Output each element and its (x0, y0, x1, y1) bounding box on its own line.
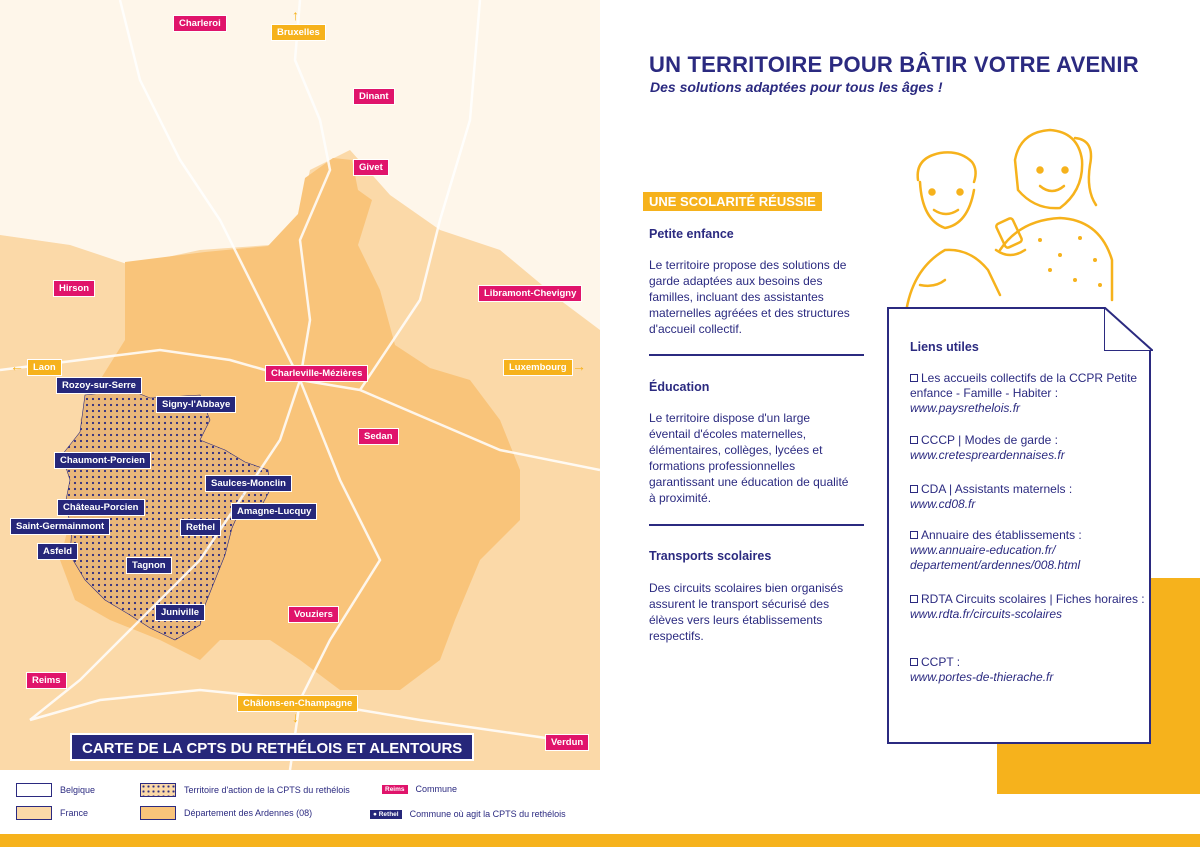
link-url[interactable]: www.annuaire-education.fr/ departement/ardennes/008.html (910, 543, 1081, 572)
legend-tag-navy: ● Rethel (370, 810, 402, 819)
page-title: UN TERRITOIRE POUR BÂTIR VOTRE AVENIR (649, 52, 1139, 77)
legend-label: Territoire d'action de la CPTS du rethélois (184, 785, 350, 795)
legend-label: Belgique (60, 785, 96, 795)
link-label: Annuaire des établissements : (921, 528, 1082, 542)
separator (649, 524, 864, 526)
commune-label: Verdun (545, 734, 589, 751)
direction-label: Laon (27, 359, 62, 376)
link-item (910, 655, 1145, 685)
france-swatch (16, 806, 52, 820)
cpts-commune-label: Saulces-Monclin (205, 475, 292, 492)
link-label: Les accueils collectifs de la CCPR Petite enfance - Famille - Habiter : (910, 371, 1138, 400)
link-item (910, 592, 1145, 622)
link-label: CCPT : (921, 655, 961, 669)
link-url[interactable]: www.rdta.fr/circuits-scolaires (910, 607, 1063, 621)
checkbox-icon (910, 658, 918, 666)
legend-label: Commune où agit la CPTS du rethélois (409, 809, 566, 819)
legend-commune (382, 784, 457, 794)
checkbox-icon (910, 436, 918, 444)
link-url[interactable]: www.cd08.fr (910, 497, 976, 511)
commune-label: Sedan (358, 428, 399, 445)
block-title: Éducation (649, 380, 710, 394)
cpts-commune-label: Asfeld (37, 543, 78, 560)
ardennes-swatch (140, 806, 176, 820)
arrow-up-icon: ↑ (292, 7, 299, 23)
commune-label: Reims (26, 672, 67, 689)
link-url[interactable]: www.cretespreardennaises.fr (910, 448, 1065, 462)
cpts-commune-label: Saint-Germainmont (10, 518, 110, 535)
cpts-commune-label: Château-Porcien (57, 499, 145, 516)
direction-label: Bruxelles (271, 24, 326, 41)
legend-cpts (140, 783, 350, 797)
cpts-commune-label: Rozoy-sur-Serre (56, 377, 142, 394)
commune-label: Givet (353, 159, 389, 176)
link-item (910, 528, 1145, 573)
bottom-band (0, 834, 1200, 847)
link-item (910, 433, 1145, 463)
block-text: Des circuits scolaires bien organisés assurent le transport sécurisé des élèves vers leurs établissements respectifs. (649, 581, 844, 643)
legend-label: Département des Ardennes (08) (184, 808, 313, 818)
cpts-swatch (140, 783, 176, 797)
commune-label: Charleroi (173, 15, 227, 32)
legend-ardennes (140, 806, 312, 820)
block-text: Le territoire dispose d'un large éventail d'écoles maternelles, élémentaires, collèges, lycées et formations professionnelles garantissant une éducation de qualité à proximité. (649, 411, 849, 505)
cpts-commune-label: Rethel (180, 519, 221, 536)
cpts-commune-label: Juniville (155, 604, 205, 621)
map-legend (0, 772, 600, 832)
cpts-commune-label: Amagne-Lucquy (231, 503, 317, 520)
block-title: Transports scolaires (649, 549, 772, 563)
legend-commune-cpts (370, 809, 566, 819)
legend-tag-pink: Reims (382, 785, 408, 794)
map (0, 0, 600, 770)
link-url[interactable]: www.paysrethelois.fr (910, 401, 1021, 415)
block-title: Petite enfance (649, 227, 734, 241)
commune-label: Hirson (53, 280, 95, 297)
folded-corner-icon (1104, 307, 1153, 351)
link-url[interactable]: www.portes-de-thierache.fr (910, 670, 1054, 684)
link-item (910, 482, 1145, 512)
map-title: CARTE DE LA CPTS DU RETHÉLOIS ET ALENTOURS (70, 733, 474, 761)
legend-belgique (16, 783, 95, 797)
link-label: CDA | Assistants maternels : (921, 482, 1073, 496)
arrow-down-icon: ↓ (292, 709, 299, 725)
belgique-swatch (16, 783, 52, 797)
link-label: CCCP | Modes de garde : (921, 433, 1058, 447)
block-text: Le territoire propose des solutions de garde adaptées aux besoins des familles, incluant des assistantes maternelles agréées et des structures d'accueil collectif. (649, 258, 850, 336)
commune-label: Vouziers (288, 606, 339, 623)
cpts-commune-label: Signy-l'Abbaye (156, 396, 236, 413)
checkbox-icon (910, 531, 918, 539)
direction-label: Luxembourg (503, 359, 573, 376)
cpts-commune-label: Chaumont-Porcien (54, 452, 151, 469)
checkbox-icon (910, 595, 918, 603)
children-illustration (900, 120, 1150, 320)
separator (649, 354, 864, 356)
legend-label: Commune (415, 784, 458, 794)
commune-label: Libramont-Chevigny (478, 285, 582, 302)
commune-label: Charleville-Mézières (265, 365, 368, 382)
legend-france (16, 806, 88, 820)
legend-label: France (60, 808, 89, 818)
link-label: RDTA Circuits scolaires | Fiches horaires : (921, 592, 1145, 606)
cpts-commune-label: Tagnon (126, 557, 172, 574)
legend-tag-text: Rethel (378, 810, 399, 818)
links-title: Liens utiles (910, 340, 979, 354)
link-item (910, 371, 1145, 416)
section-tag: UNE SCOLARITÉ RÉUSSIE (643, 192, 822, 211)
checkbox-icon (910, 374, 918, 382)
checkbox-icon (910, 485, 918, 493)
commune-label: Dinant (353, 88, 395, 105)
arrow-right-icon: → (572, 358, 586, 374)
page-subtitle: Des solutions adaptées pour tous les âges ! (650, 79, 943, 95)
direction-label: Châlons-en-Champagne (237, 695, 358, 712)
arrow-left-icon: ← (10, 358, 24, 374)
